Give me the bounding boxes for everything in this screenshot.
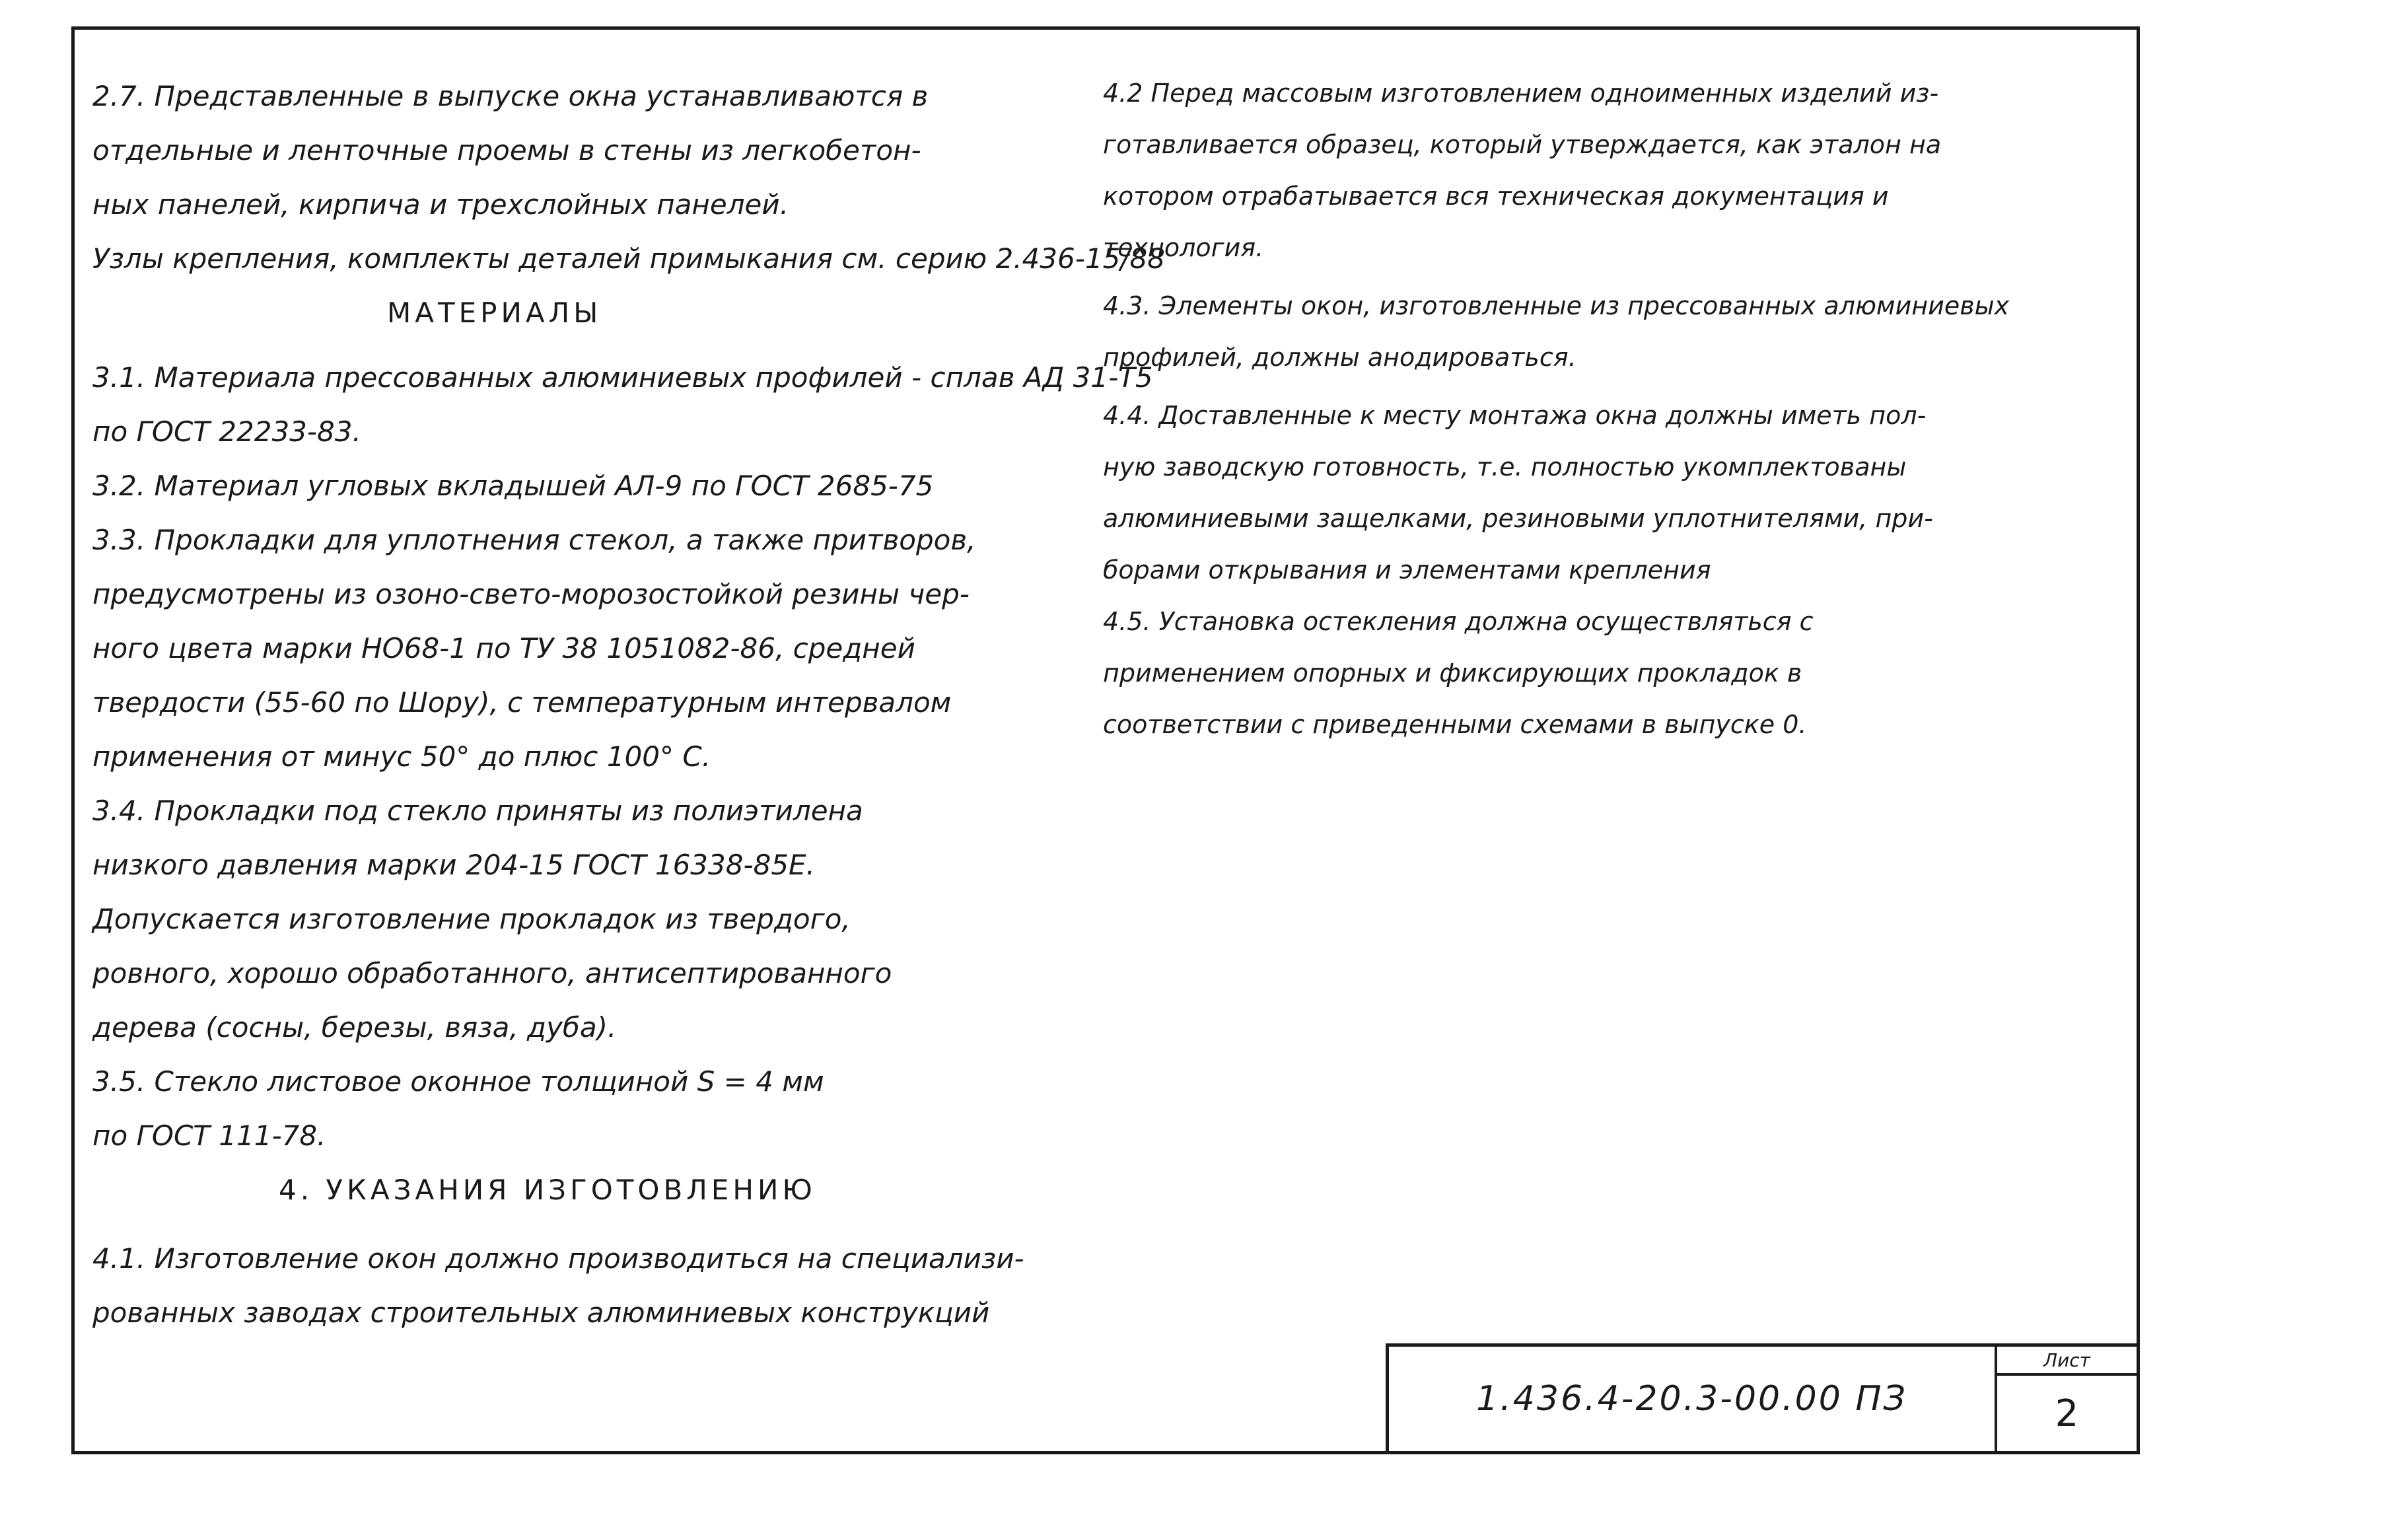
text-line: по ГОСТ 22233-83. [92,415,361,448]
text-line: борами открывания и элементами крепления [1103,555,1711,585]
text-line: профилей, должны анодироваться. [1103,343,1576,372]
document-number: 1.436.4-20.3-00.00 ПЗ [1476,1379,1907,1419]
text-line: 4.1. Изготовление окон должно производиться на специализи- [92,1242,1024,1275]
text-line: дерева (сосны, березы, вяза, дуба). [92,1011,617,1044]
text-line: ровного, хорошо обработанного, антисептированного [92,957,892,989]
sheet-number: 2 [2055,1392,2079,1435]
text-line: применением опорных и фиксирующих прокладок в [1103,658,1802,688]
sheet-cell [1995,1347,2137,1451]
text-line: 3.5. Стекло листовое оконное толщиной S = 4 мм [92,1065,824,1098]
text-line: 4.2 Перед массовым изготовлением одноименных изделий из- [1103,79,1939,108]
text-line: рованных заводах строительных алюминиевых конструкций [92,1296,990,1329]
text-line: ную заводскую готовность, т.е. полностью укомплектованы [1103,452,1907,481]
text-line: алюминиевыми защелками, резиновыми уплотнителями, при- [1103,504,1933,533]
section-heading-materials: МАТЕРИАЛЫ [387,297,602,329]
text-line: котором отрабатывается вся техническая документация и [1103,182,1889,211]
text-line: отдельные и ленточные проемы в стены из легкобетон- [92,134,921,166]
text-line: соответствии с приведенными схемами в выпуске 0. [1103,710,1807,739]
text-line: 3.2. Материал угловых вкладышей АЛ-9 по ГОСТ 2685-75 [92,470,934,502]
text-line: технология. [1103,233,1264,262]
paragraph-gap [1103,383,2107,390]
text-line: по ГОСТ 111-78. [92,1119,326,1152]
text-line: ного цвета марки НО68-1 по ТУ 38 1051082-86, средней [92,632,915,664]
text-line: низкого давления марки 204-15 ГОСТ 16338-85Е. [92,849,815,881]
text-line: Узлы крепления, комплекты деталей примыкания см. серию 2.436-15/88 [92,242,1165,275]
left-column [92,69,1165,1340]
right-column [1103,67,2107,750]
text-line: Допускается изготовление прокладок из твердого, [92,903,851,935]
paragraph-gap [1103,273,2107,280]
text-line: 4.4. Доставленные к месту монтажа окна должны иметь пол- [1103,401,1927,430]
text-line: применения от минус 50° до плюс 100° С. [92,740,711,773]
text-line: готавливается образец, который утверждается, как эталон на [1103,130,1942,159]
text-line: 2.7. Представленные в выпуске окна устанавливаются в [92,80,929,112]
text-line: 4.3. Элементы окон, изготовленные из прессованных алюминиевых [1103,291,2010,320]
text-line: предусмотрены из озоно-свето-морозостойкой резины чер- [92,578,970,610]
section-heading-instructions: 4. УКАЗАНИЯ ИЗГОТОВЛЕНИЮ [279,1174,816,1206]
text-line: 3.4. Прокладки под стекло приняты из полиэтилена [92,795,863,827]
text-line: 3.3. Прокладки для уплотнения стекол, а также притворов, [92,524,976,556]
text-line: твердости (55-60 по Шору), с температурным интервалом [92,686,952,719]
text-line: 4.5. Установка остекления должна осуществляться с [1103,607,1814,636]
text-line: ных панелей, кирпича и трехслойных панелей. [92,188,789,221]
text-line: 3.1. Материала прессованных алюминиевых профилей - сплав АД 31-Т5 [92,361,1153,394]
sheet-label: Лист [1997,1347,2137,1376]
title-block [1386,1343,2137,1451]
